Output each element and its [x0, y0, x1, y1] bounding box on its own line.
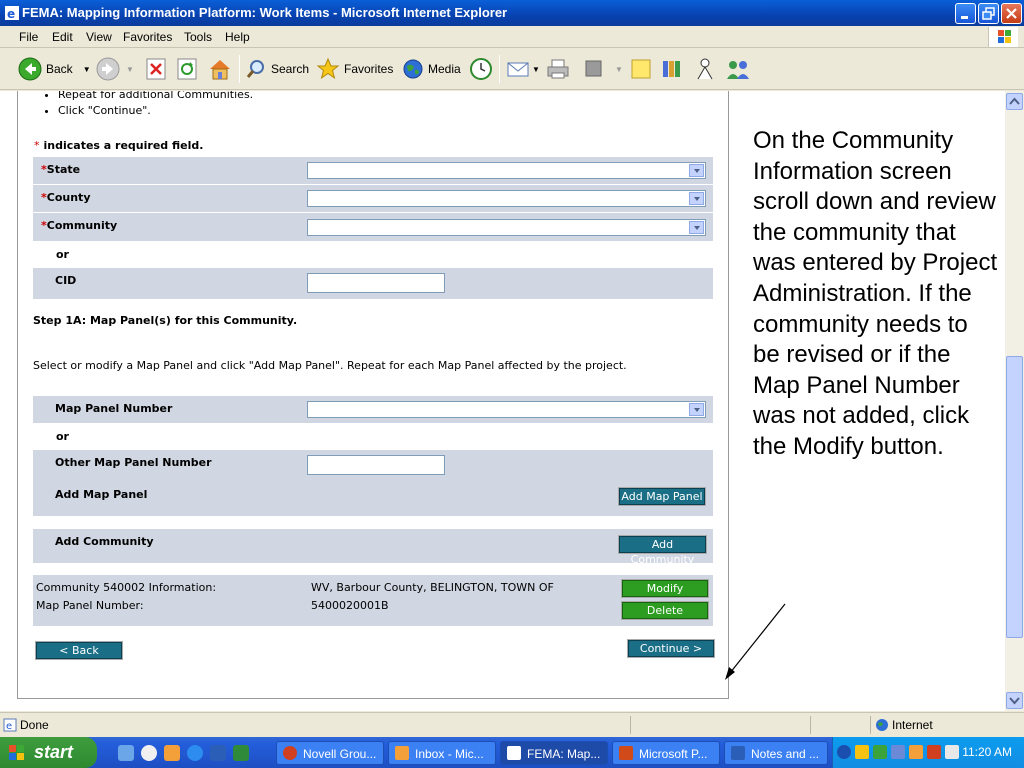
task-inbox[interactable]: Inbox - Mic... [388, 741, 496, 765]
map-panel-select[interactable] [307, 401, 706, 418]
or-label: or [56, 248, 69, 261]
task-notes[interactable]: Notes and ... [724, 741, 828, 765]
instruction-list [40, 91, 253, 119]
cid-label: CID [55, 274, 77, 287]
menu-favorites[interactable]: Favorites [123, 30, 173, 44]
info-community-value: WV, Barbour County, BELINGTON, TOWN OF [311, 581, 554, 594]
forward-button[interactable] [96, 55, 134, 83]
stop-button[interactable] [146, 55, 166, 83]
state-row [33, 157, 713, 184]
media-globe-icon [402, 58, 424, 80]
task-novell[interactable]: Novell Grou... [276, 741, 384, 765]
quicklaunch-excel-icon[interactable] [233, 745, 249, 761]
tray-signal-icon[interactable] [873, 745, 887, 759]
county-label: *County [41, 191, 91, 204]
status-text: Done [20, 718, 49, 732]
vertical-scrollbar[interactable] [1005, 91, 1024, 711]
powerpoint-icon [619, 746, 633, 760]
star-icon [316, 57, 340, 81]
required-note-text: indicates a required field. [43, 139, 204, 152]
add-map-panel-button[interactable]: Add Map Panel [619, 488, 705, 505]
print-button[interactable] [546, 55, 570, 83]
forward-arrow-icon [96, 57, 120, 81]
quicklaunch-groupwise-icon[interactable] [141, 745, 157, 761]
system-tray [832, 737, 1024, 768]
community-label: *Community [41, 219, 118, 232]
task-powerpoint[interactable]: Microsoft P... [612, 741, 720, 765]
step-title: Step 1A: Map Panel(s) for this Community. [33, 314, 298, 327]
note-icon [630, 58, 652, 80]
chevron-down-icon[interactable] [689, 192, 704, 205]
menu-view[interactable]: View [86, 30, 112, 44]
add-community-row [33, 529, 713, 566]
required-star: * [34, 139, 40, 152]
research-button[interactable] [660, 55, 684, 83]
toolbar [0, 49, 1024, 90]
close-button[interactable] [1001, 3, 1022, 24]
messenger-button[interactable] [693, 55, 717, 83]
home-button[interactable] [207, 55, 233, 83]
inbox-icon [395, 746, 409, 760]
ie-page-icon [507, 746, 521, 760]
menu-file[interactable]: File [19, 30, 39, 44]
other-map-panel-input[interactable] [307, 455, 445, 475]
scroll-up-icon[interactable] [1006, 93, 1023, 110]
mail-button[interactable] [506, 55, 540, 83]
info-community-label: Community 540002 Information: [36, 581, 217, 594]
media-button[interactable]: Media [402, 55, 461, 83]
restore-button[interactable] [978, 3, 999, 24]
add-community-label: Add Community [55, 535, 154, 548]
clock: 11:20 AM [962, 745, 1012, 759]
back-arrow-icon [18, 57, 42, 81]
svg-text:e: e [7, 7, 16, 21]
state-label: *State [41, 163, 81, 176]
list-item: • Repeat for additional Communities. [58, 91, 253, 103]
county-select[interactable] [307, 190, 706, 207]
contacts-button[interactable] [725, 55, 751, 83]
svg-text:e: e [6, 721, 13, 732]
menu-help[interactable]: Help [225, 30, 250, 44]
internet-globe-icon [875, 718, 889, 732]
stop-icon [146, 58, 166, 80]
menu-tools[interactable]: Tools [184, 30, 213, 44]
printer-icon [546, 58, 570, 80]
map-panel-label: Map Panel Number [55, 402, 173, 415]
edit-page-icon [583, 58, 605, 80]
callout-arrow-icon [720, 591, 800, 686]
windows-logo-icon [988, 27, 1018, 47]
or-label: or [56, 430, 69, 443]
novell-icon [283, 746, 297, 760]
refresh-icon [177, 58, 197, 80]
tray-clock-icon[interactable] [909, 745, 923, 759]
close-icon [1002, 4, 1021, 23]
quicklaunch-ie-icon[interactable] [187, 745, 203, 761]
restore-icon [979, 4, 998, 23]
chevron-down-icon[interactable] [689, 403, 704, 416]
mail-icon [506, 58, 530, 80]
community-row [33, 213, 713, 241]
history-button[interactable] [469, 55, 493, 83]
mail-dropdown-icon[interactable]: ▼ [532, 64, 540, 74]
map-panel-row [33, 396, 713, 423]
step-instructions: Select or modify a Map Panel and click "Add Map Panel". Repeat for each Map Panel affected by the project. [33, 359, 627, 372]
county-row [33, 185, 713, 212]
home-icon [207, 57, 233, 81]
edit-button[interactable] [583, 55, 623, 83]
scroll-thumb[interactable] [1006, 356, 1023, 638]
callout-annotation: On the Community Information screen scroll down and review the community that was entered by Project Administration. If the community needs to be revised or if the Map Panel Number was not added, click the Modify button. [753, 127, 998, 460]
refresh-button[interactable] [177, 55, 197, 83]
tray-volume-icon[interactable] [945, 745, 959, 759]
back-button[interactable]: Back ▼ [18, 55, 91, 83]
info-map-panel-label: Map Panel Number: [36, 599, 144, 612]
back-dropdown-icon[interactable]: ▼ [82, 64, 91, 74]
quicklaunch-desktop-icon[interactable] [118, 745, 134, 761]
window-title: FEMA: Mapping Information Platform: Work Items - Microsoft Internet Explorer [22, 5, 508, 20]
edit-dropdown-icon[interactable]: ▼ [615, 64, 623, 74]
add-community-button[interactable]: Add Community [619, 536, 706, 553]
page-done-icon [3, 718, 17, 732]
forward-dropdown-icon[interactable]: ▼ [126, 64, 134, 74]
minimize-button[interactable] [955, 3, 976, 24]
delete-button[interactable]: Delete [622, 602, 708, 619]
quicklaunch-word-icon[interactable] [210, 745, 226, 761]
add-map-panel-label: Add Map Panel [55, 488, 148, 501]
other-map-panel-label: Other Map Panel Number [55, 456, 212, 469]
title-bar [0, 0, 1024, 26]
community-select[interactable] [307, 219, 706, 236]
search-button[interactable]: Search [245, 55, 309, 83]
word-doc-icon [731, 746, 745, 760]
state-select[interactable] [307, 162, 706, 179]
ie-icon [4, 5, 20, 21]
status-bar [0, 712, 1024, 736]
minimize-icon [956, 4, 975, 23]
windows-flag-icon [8, 744, 26, 761]
page-content [0, 91, 1024, 711]
taskbar [0, 737, 1024, 768]
continue-button[interactable]: Continue > [628, 640, 714, 657]
menu-bar [0, 26, 1024, 48]
menu-edit[interactable]: Edit [52, 30, 73, 44]
cid-input[interactable] [307, 273, 445, 293]
contacts-people-icon [725, 57, 751, 81]
chevron-down-icon[interactable] [689, 221, 704, 234]
scroll-down-icon[interactable] [1006, 692, 1023, 709]
tray-expand-icon[interactable] [837, 745, 851, 759]
info-map-panel-value: 5400020001B [311, 599, 389, 612]
required-note [34, 139, 203, 152]
start-button[interactable]: start [0, 737, 97, 768]
other-map-panel-row [33, 450, 713, 516]
research-books-icon [660, 57, 684, 81]
modify-button[interactable]: Modify [622, 580, 708, 597]
tray-app-icon[interactable] [855, 745, 869, 759]
list-item: • Click "Continue". [58, 103, 253, 119]
community-info-panel [33, 575, 713, 626]
discuss-button[interactable] [630, 55, 652, 83]
tray-security-icon[interactable] [927, 745, 941, 759]
chevron-down-icon[interactable] [689, 164, 704, 177]
search-icon [245, 58, 267, 80]
cid-row [33, 268, 713, 299]
security-zone: Internet [892, 718, 933, 732]
quicklaunch-clock-icon[interactable] [164, 745, 180, 761]
favorites-button[interactable]: Favorites [316, 55, 393, 83]
tray-network-icon[interactable] [891, 745, 905, 759]
back-form-button[interactable]: < Back [36, 642, 122, 659]
task-fema[interactable]: FEMA: Map... [500, 741, 608, 765]
history-icon [469, 57, 493, 81]
messenger-person-icon [693, 57, 717, 81]
